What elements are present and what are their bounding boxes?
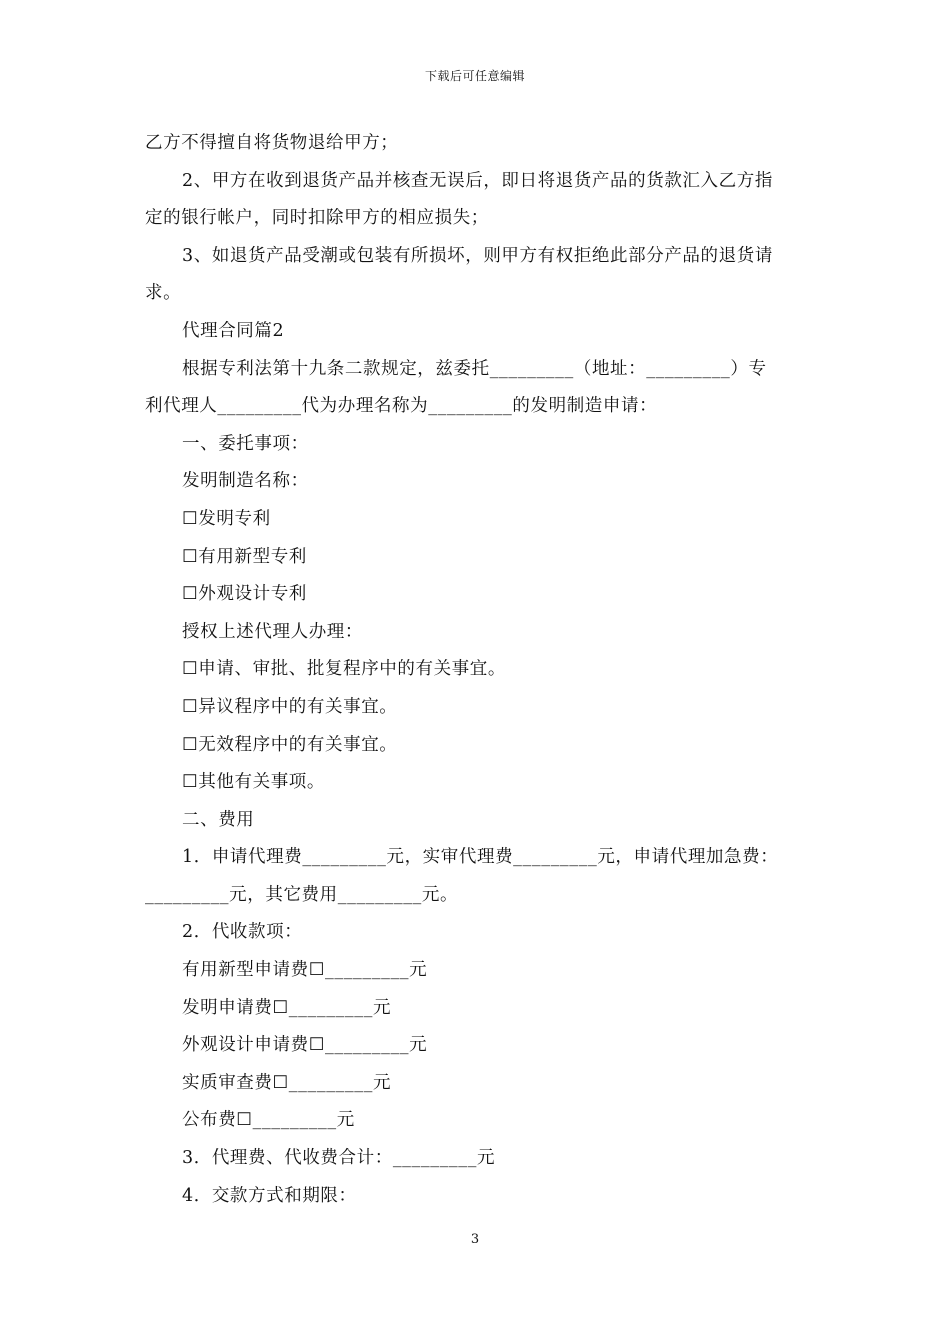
paragraph-line: 4．交款方式和期限：: [182, 1185, 357, 1206]
checkbox-option: ☐无效程序中的有关事宜。: [182, 734, 398, 755]
paragraph-line: _________元，其它费用_________元。: [145, 884, 459, 905]
section-title: 代理合同篇2: [182, 320, 285, 341]
paragraph-line: 授权上述代理人办理：: [182, 621, 363, 642]
checkbox-option: ☐外观设计专利: [182, 584, 307, 605]
paragraph-line: 1．申请代理费_________元，实审代理费_________元，申请代理加急费：: [182, 847, 779, 868]
paragraph-line: 2、甲方在收到退货产品并核查无误后，即日将退货产品的货款汇入乙方指: [182, 170, 773, 191]
fee-line: 有用新型申请费☐_________元: [182, 960, 428, 981]
fee-line: 外观设计申请费☐_________元: [182, 1035, 428, 1056]
checkbox-option: ☐异议程序中的有关事宜。: [182, 696, 398, 717]
page-number: 3: [470, 1232, 480, 1247]
section-heading: 一、委托事项：: [182, 433, 309, 454]
paragraph-line: 定的银行帐户，同时扣除甲方的相应损失；: [145, 208, 489, 229]
fee-line: 实质审查费☐_________元: [182, 1072, 392, 1093]
checkbox-option: ☐发明专利: [182, 508, 271, 529]
checkbox-option: ☐其他有关事项。: [182, 772, 325, 793]
paragraph-line: 2．代收款项：: [182, 922, 303, 943]
checkbox-option: ☐申请、审批、批复程序中的有关事宜。: [182, 659, 506, 680]
paragraph-line: 发明制造名称：: [182, 471, 309, 492]
paragraph-line: 乙方不得擅自将货物退给甲方；: [145, 133, 399, 153]
paragraph-line: 求。: [145, 283, 182, 304]
paragraph-line: 利代理人_________代为办理名称为_________的发明制造申请：: [145, 396, 658, 417]
fee-line: 发明申请费☐_________元: [182, 997, 392, 1018]
section-heading: 二、费用: [182, 809, 255, 830]
checkbox-option: ☐有用新型专利: [182, 546, 307, 567]
paragraph-line: 根据专利法第十九条二款规定，兹委托_________（地址：_________）专: [182, 358, 767, 379]
paragraph-line: 3、如退货产品受潮或包装有所损坏，则甲方有权拒绝此部分产品的退货请: [182, 245, 773, 266]
fee-line: 公布费☐_________元: [182, 1110, 355, 1131]
paragraph-line: 3．代理费、代收费合计：_________元: [182, 1148, 496, 1169]
page-header: 下载后可任意编辑: [424, 69, 525, 83]
document-body: [145, 125, 805, 1215]
